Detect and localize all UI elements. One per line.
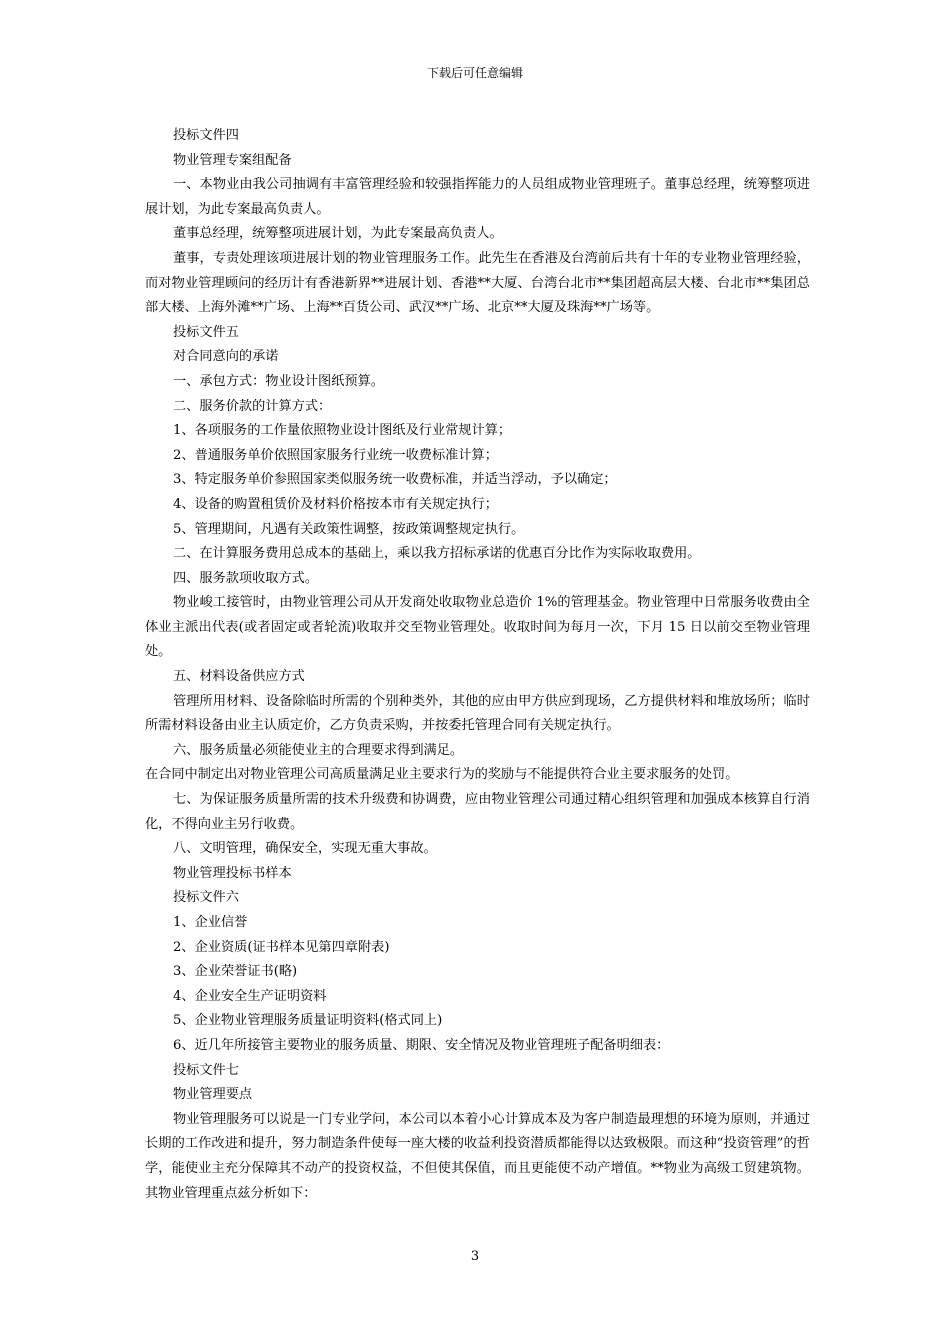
paragraph: 物业管理专案组配备 — [173, 152, 292, 168]
paragraph: 八、文明管理，确保安全，实现无重大事故。 — [173, 841, 437, 857]
paragraph: 六、服务质量必须能使业主的合理要求得到满足。 — [173, 742, 464, 758]
paragraph: 二、服务价款的计算方式： — [173, 398, 332, 414]
paragraph: 七、为保证服务质量所需的技术升级费和协调费，应由物业管理公司通过精心组织管理和加强成本核算自行消化，不得向业主另行收费。 — [145, 792, 810, 832]
page-number: 3 — [470, 1249, 480, 1264]
paragraph: 3、企业荣誉证书(略) — [173, 964, 298, 980]
paragraph: 投标文件四 — [173, 128, 239, 143]
paragraph: 2、普通服务单价依照国家服务行业统一收费标准计算； — [173, 447, 498, 463]
paragraph: 投标文件七 — [173, 1062, 239, 1078]
paragraph: 在合同中制定出对物业管理公司高质量满足业主要求行为的奖励与不能提供符合业主要求服务的处罚。 — [145, 767, 739, 783]
paragraph: 5、管理期间，凡遇有关政策性调整，按政策调整规定执行。 — [173, 521, 525, 537]
document-body — [145, 124, 810, 1206]
paragraph: 2、企业资质(证书样本见第四章附表) — [173, 939, 390, 955]
paragraph: 物业管理投标书样本 — [173, 865, 292, 881]
paragraph: 二、在计算服务费用总成本的基础上，乘以我方招标承诺的优惠百分比作为实际收取费用。 — [173, 546, 701, 562]
paragraph: 1、各项服务的工作量依照物业设计图纸及行业常规计算； — [173, 423, 512, 439]
paragraph: 董事，专责处理该项进展计划的物业管理服务工作。此先生在香港及台湾前后共有十年的专业物业管理经验，而对物业管理顾问的经历计有香港新界**进展计划、香港**大厦、台湾台北市**集团超高层大楼、台北市**集团总部大楼、上海外滩**广场、上海**百货公司、武汉**广场、北京**大厦及珠海**广场等。 — [145, 250, 810, 316]
page-header: 下载后可任意编辑 — [426, 66, 523, 80]
paragraph: 一、承包方式：物业设计图纸预算。 — [173, 373, 384, 389]
paragraph: 一、本物业由我公司抽调有丰富管理经验和较强指挥能力的人员组成物业管理班子。董事总经理，统筹整项进展计划，为此专案最高负责人。 — [145, 177, 810, 217]
paragraph: 物业管理服务可以说是一门专业学问，本公司以本着小心计算成本及为客户制造最理想的环境为原则，并通过长期的工作改进和提升，努力制造条件使每一座大楼的收益利投资潜质都能得以达致极限。而这种“投资管理”的哲学，能使业主充分保障其不动产的投资权益，不但使其保值，而且更能使不动产增值。**物业为高级工贸建筑物。其物业管理重点兹分析如下： — [145, 1111, 810, 1201]
paragraph: 3、特定服务单价参照国家类似服务统一收费标准，并适当浮动，予以确定； — [173, 472, 617, 488]
paragraph: 6、近几年所接管主要物业的服务质量、期限、安全情况及物业管理班子配备明细表： — [173, 1037, 670, 1053]
paragraph: 1、企业信誉 — [173, 915, 248, 930]
paragraph: 管理所用材料、设备除临时所需的个别种类外，其他的应由甲方供应到现场，乙方提供材料和堆放场所；临时所需材料设备由业主认质定价，乙方负责采购，并按委托管理合同有关规定执行。 — [145, 693, 810, 734]
paragraph: 董事总经理，统筹整项进展计划，为此专案最高负责人。 — [173, 226, 503, 242]
paragraph: 对合同意向的承诺 — [173, 349, 279, 365]
paragraph: 物业管理要点 — [173, 1087, 253, 1103]
paragraph: 五、材料设备供应方式 — [173, 669, 305, 685]
paragraph: 4、设备的购置租赁价及材料价格按本市有关规定执行； — [173, 496, 498, 512]
paragraph: 投标文件六 — [173, 890, 239, 906]
paragraph: 物业峻工接管时，由物业管理公司从开发商处收取物业总造价 1%的管理基金。物业管理中日常服务收费由全体业主派出代表(或者固定或者轮流)收取并交至物业管理处。收取时间为每月一次，下月 15 日以前交至物业管理处。 — [145, 595, 810, 660]
paragraph: 四、服务款项收取方式。 — [173, 570, 319, 586]
paragraph: 4、企业安全生产证明资料 — [173, 988, 327, 1004]
paragraph: 投标文件五 — [173, 324, 239, 340]
paragraph: 5、企业物业管理服务质量证明资料(格式同上) — [173, 1013, 443, 1029]
